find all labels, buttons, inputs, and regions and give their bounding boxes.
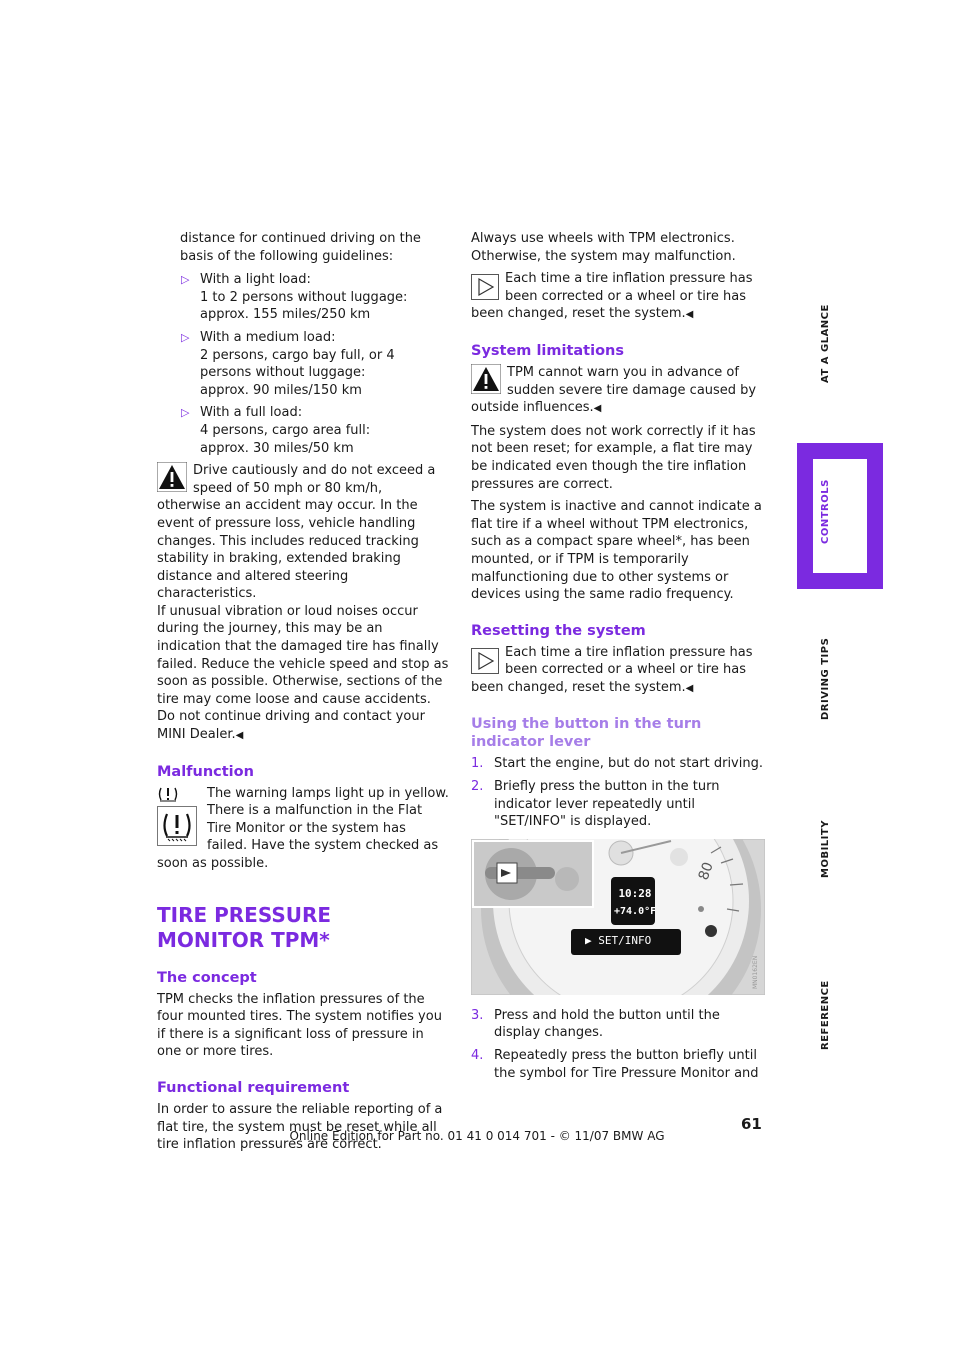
warning-note: TPM cannot warn you in advance of sudden severe tire damage caused by outside influences.◀ <box>471 364 757 416</box>
triangle-bullet-icon: ▷ <box>181 330 190 344</box>
system-limitations-heading: System limitations <box>471 342 625 359</box>
warning-triangle-icon <box>157 462 187 492</box>
list-item: ▷ With a medium load: 2 persons, cargo bay full, or 4 persons without luggage: approx. 90 miles/150 km <box>181 329 395 398</box>
concept-paragraph: TPM checks the inflation pressures of the four mounted tires. The system notifies you if there is a significant loss of pressure in one or more tires. <box>157 991 442 1060</box>
figure-code: MN0162EN <box>752 955 759 989</box>
tpm-warning-lamp-icon <box>157 806 199 852</box>
wheels-paragraph: Always use wheels with TPM electronics. Otherwise, the system may malfunction. <box>471 231 736 264</box>
arrow-right-icon: ▶ <box>585 933 592 947</box>
list-item: 1. Start the engine, but do not start driving. <box>471 756 763 772</box>
end-mark-icon: ◀ <box>593 403 602 415</box>
sidebar-item-at-a-glance[interactable]: AT A GLANCE <box>820 304 831 383</box>
steps-list-a <box>471 755 763 830</box>
limitations-paragraph: The system is inactive and cannot indicate a flat tire if a wheel without TPM electronics, such as a compact spare wheel*, has been mounted, or if TPM is temporarily malfunctioning due to other systems or devices using the same radio frequency. <box>471 499 762 603</box>
resetting-heading: Resetting the system <box>471 622 646 639</box>
list-item: 4. Repeatedly press the button briefly until the symbol for Tire Pressure Monitor and <box>471 1048 759 1081</box>
end-mark-icon: ◀ <box>235 730 244 742</box>
sidebar-active-tab[interactable] <box>797 443 883 589</box>
functional-requirement-paragraph: In order to assure the reliable reporting of a flat tire, the system must be reset while all tire inflation pressures are correct. <box>157 1101 443 1153</box>
sidebar-item-controls[interactable]: CONTROLS <box>820 479 831 544</box>
tpm-section-title: TIRE PRESSURE MONITOR TPM* <box>157 902 332 952</box>
list-item: ▷ With a light load: 1 to 2 persons without luggage: approx. 155 miles/250 km <box>181 272 408 323</box>
info-note: Each time a tire inflation pressure has been corrected or a wheel or tire has been changed, reset the system.◀ <box>471 271 753 322</box>
triangle-bullet-icon: ▷ <box>181 273 190 287</box>
right-column <box>471 230 763 1087</box>
temperature-readout: +74.0°F <box>614 905 657 917</box>
set-info-display: ▶ SET/INFO <box>585 933 652 947</box>
intro-paragraph: distance for continued driving on the basis of the following guidelines: <box>180 231 421 264</box>
sidebar-item-reference[interactable]: REFERENCE <box>820 980 831 1050</box>
svg-text:80: 80 <box>695 859 717 883</box>
sidebar-item-mobility[interactable]: MOBILITY <box>820 820 831 878</box>
end-mark-icon: ◀ <box>685 682 694 694</box>
malfunction-heading: Malfunction <box>157 763 254 780</box>
triangle-bullet-icon: ▷ <box>181 406 190 420</box>
instrument-cluster-figure <box>471 839 765 995</box>
load-guidelines-list <box>181 271 449 457</box>
limitations-paragraph: The system does not work correctly if it has not been reset; for example, a flat tire may be indicated even though the tire inflation pressures are correct. <box>471 423 756 492</box>
malfunction-note: The warning lamps light up in yellow. There is a malfunction in the Flat Tire Monitor or the system has failed. Have the system checked as soon as possible. <box>157 785 449 871</box>
turn-indicator-button-heading: Using the button in the turn indicator lever <box>471 716 702 751</box>
functional-requirement-heading: Functional requirement <box>157 1079 350 1096</box>
list-item: ▷ With a full load: 4 persons, cargo area full: approx. 30 miles/50 km <box>181 405 371 456</box>
steps-list-b <box>471 1007 763 1082</box>
page-number: 61 <box>741 1115 762 1133</box>
end-mark-icon: ◀ <box>685 309 694 321</box>
concept-heading: The concept <box>157 969 257 986</box>
info-note: Each time a tire inflation pressure has been corrected or a wheel or tire has been changed, reset the system.◀ <box>471 644 753 695</box>
footer-edition-note: Online Edition for Part no. 01 41 0 014 701 - © 11/07 BMW AG <box>289 1129 665 1143</box>
left-column <box>157 230 449 1154</box>
note-play-icon <box>471 648 499 674</box>
list-item: 2. Briefly press the button in the turn indicator lever repeatedly until "SET/INFO" is displayed. <box>471 779 720 830</box>
warning-note: Drive cautiously and do not exceed a speed of 50 mph or 80 km/h, otherwise an accident may occur. In the event of pressure loss, vehicle handling changes. This includes reduced tracking stability in braking, extended braking distance and altered steering characteristics. If unusual vibration or loud noises occur during the journey, this may be an indication that the damaged tire has finally failed. Reduce the vehicle speed and stop as soon as possible. Otherwise, sections of the tire may come loose and cause accidents. Do not continue driving and contact your MINI Dealer.◀ <box>157 463 449 743</box>
sidebar-item-driving-tips[interactable]: DRIVING TIPS <box>820 637 831 720</box>
list-item: 3. Press and hold the button until the display changes. <box>471 1007 720 1041</box>
time-readout: 10:28 <box>618 886 652 900</box>
warning-triangle-icon <box>471 364 501 394</box>
tpm-warning-lamp-small-icon <box>157 785 197 803</box>
note-play-icon <box>471 274 499 300</box>
